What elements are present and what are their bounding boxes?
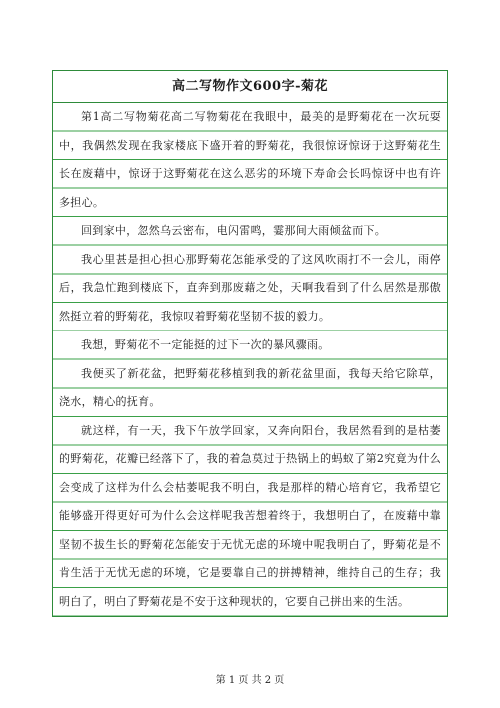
essay-title: 高二写物作文600字-菊花 xyxy=(53,71,447,103)
essay-sheet xyxy=(52,70,448,617)
paragraph-4: 我想，野菊花不一定能挺的过下一次的暴风骤雨。 xyxy=(53,331,447,360)
paragraph-1: 第1高二写物菊花高二写物菊花在我眼中，最美的是野菊花在一次玩耍中，我偶然发现在我家楼底下盛开着的野菊花，我很惊讶惊讶于这野菊花生长在废藉中，惊讶于这野菊花在这么恶劣的环境下寿命会长吗惊讶中也有许多担心。 xyxy=(53,103,447,217)
page-number: 第 1 页 共 2 页 xyxy=(215,675,285,686)
paragraph-6: 就这样，有一天，我下午放学回家，又奔向阳台，我居然看到的是枯萎的野菊花，花瓣已经落下了，我的着急莫过于热锅上的蚂蚁了第2究竟为什么会变成了这样为什么会枯萎呢我不明白，我是那样的精心培育它，我希望它能够盛开得更好可为什么会这样呢我苦想着终于，我想明白了，在废藉中靠坚韧不拔生长的野菊花怎能安于无忧无虑的环境中呢我明白了，野菊花是不肯生活于无忧无虑的环境，它是要靠自己的拼搏精神，维持自己的生存；我明白了，明白了野菊花是不安于这种现状的，它要自己拼出来的生活。 xyxy=(53,417,447,617)
paragraph-2: 回到家中，忽然乌云密布，电闪雷鸣，霎那间大雨倾盆而下。 xyxy=(53,217,447,246)
paragraph-3: 我心里甚是担心担心那野菊花怎能承受的了这风吹雨打不一会儿，雨停后，我急忙跑到楼底下，直奔到那废藉之处，天啊我看到了什么居然是那傲然挺立着的野菊花，我惊叹着野菊花坚韧不拔的毅力。 xyxy=(53,246,447,332)
paragraph-5: 我便买了新花盆，把野菊花移植到我的新花盆里面，我每天给它除草，浇水，精心的抚育。 xyxy=(53,360,447,417)
